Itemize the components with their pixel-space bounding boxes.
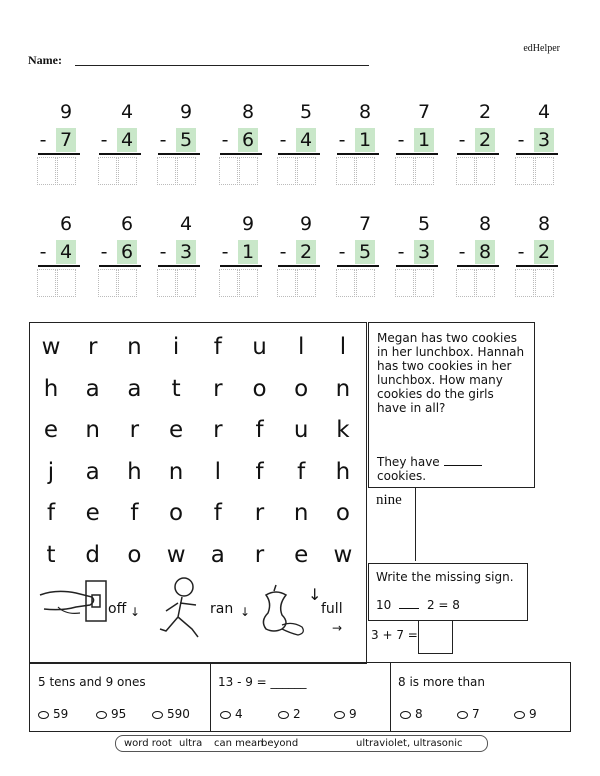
word-search-letter[interactable]: u	[293, 417, 309, 443]
answer-box-ones[interactable]	[57, 157, 76, 185]
word-problem-answer: They have cookies.	[377, 455, 527, 483]
answer-line	[457, 265, 499, 267]
subtrahend: 4	[296, 128, 316, 152]
number-word-cell	[368, 487, 416, 561]
answer-box-ones[interactable]	[118, 157, 137, 185]
question-text: 13 - 9 = ______	[218, 675, 307, 689]
word-root-meaning: beyond	[261, 738, 299, 749]
word-search-letter[interactable]: l	[297, 334, 305, 360]
answer-line	[99, 153, 141, 155]
answer-box-ones[interactable]	[415, 157, 434, 185]
answer-line	[99, 265, 141, 267]
word-search-letter[interactable]: e	[294, 541, 309, 568]
answer-box-tens[interactable]	[277, 157, 296, 185]
minus-sign: -	[100, 129, 108, 151]
word-search-letter[interactable]: l	[339, 334, 347, 360]
answer-box-ones[interactable]	[415, 269, 434, 297]
word-search-letter[interactable]: l	[214, 458, 221, 485]
answer-line	[158, 265, 200, 267]
answer-box-tens[interactable]	[37, 157, 56, 185]
word-search-letter[interactable]: t	[171, 375, 181, 402]
word-search-letter[interactable]: o	[169, 500, 184, 526]
radio-bubble[interactable]	[334, 711, 345, 719]
answer-box-ones[interactable]	[476, 157, 495, 185]
minuend: 7	[358, 213, 372, 235]
option[interactable]: 9	[334, 707, 357, 721]
answer-box-tens[interactable]	[336, 157, 355, 185]
word-search-letter[interactable]: n	[293, 500, 309, 526]
radio-bubble[interactable]	[38, 711, 49, 719]
minus-sign: -	[517, 129, 525, 151]
answer-box-ones[interactable]	[297, 269, 316, 297]
word-search-letter[interactable]: o	[335, 500, 350, 526]
word-root: ultra	[179, 738, 203, 749]
subtrahend: 7	[56, 128, 76, 152]
word-search-letter[interactable]: h	[43, 375, 59, 402]
answer-box-tens[interactable]	[219, 269, 238, 297]
minus-sign: -	[458, 241, 466, 263]
subtrahend: 2	[534, 240, 554, 264]
answer-line	[516, 153, 558, 155]
minus-sign: -	[279, 241, 287, 263]
answer-line	[38, 153, 80, 155]
word-search-letter[interactable]: f	[213, 334, 222, 360]
answer-box-ones[interactable]	[535, 269, 554, 297]
word-search-letter[interactable]: f	[213, 500, 222, 526]
radio-bubble[interactable]	[152, 711, 163, 719]
word-search-letter[interactable]: r	[254, 541, 265, 568]
answer-box-tens[interactable]	[157, 157, 176, 185]
minuend: 2	[478, 101, 492, 123]
minuend: 8	[358, 101, 372, 123]
subtrahend: 3	[534, 128, 554, 152]
question-subtraction	[210, 663, 391, 731]
bottom-questions	[29, 662, 571, 732]
word-search-letter[interactable]: r	[87, 334, 98, 360]
answer-line	[457, 153, 499, 155]
minuend: 6	[120, 213, 134, 235]
word-root-middle: can mean	[214, 738, 264, 749]
word-search-letter[interactable]: u	[252, 334, 267, 360]
option[interactable]: 59	[38, 707, 68, 721]
compare-equation: 3 + 7 =	[371, 628, 418, 642]
question-more-than	[390, 663, 570, 731]
radio-bubble[interactable]	[400, 711, 411, 719]
answer-box-tens[interactable]	[157, 269, 176, 297]
subtrahend: 3	[176, 240, 196, 264]
minus-sign: -	[159, 129, 167, 151]
question-place-value	[30, 663, 211, 731]
word-search-letter[interactable]: n	[85, 417, 100, 443]
word-search-letter[interactable]: o	[294, 375, 309, 402]
answer-box-ones[interactable]	[297, 157, 316, 185]
subtrahend: 6	[117, 240, 137, 264]
subtrahend: 4	[56, 240, 76, 264]
word-search-letter[interactable]: f	[255, 417, 264, 443]
answer-box-tens[interactable]	[219, 157, 238, 185]
answer-box-tens[interactable]	[37, 269, 56, 297]
answer-line	[396, 153, 438, 155]
answer-box-ones[interactable]	[356, 157, 375, 185]
word-search-letter[interactable]: w	[166, 541, 186, 568]
missing-sign-equation: 10 2 = 8	[376, 598, 460, 612]
light-switch-icon	[36, 575, 110, 633]
minuend: 4	[120, 101, 134, 123]
word-search-letter[interactable]: i	[172, 334, 180, 360]
answer-box-ones[interactable]	[177, 269, 196, 297]
answer-box-ones[interactable]	[356, 269, 375, 297]
sign-blank[interactable]	[399, 608, 419, 609]
apple-core-icon	[252, 581, 312, 639]
minuend: 8	[537, 213, 551, 235]
word-search-letter[interactable]: a	[85, 375, 100, 402]
word-search-letter[interactable]: n	[127, 334, 142, 360]
answer-line	[278, 153, 320, 155]
word-root-footer	[115, 735, 488, 752]
word-search-letter[interactable]: n	[335, 375, 351, 402]
word-problem-box	[368, 322, 535, 488]
subtrahend: 6	[238, 128, 258, 152]
radio-bubble[interactable]	[278, 711, 289, 719]
word-root-examples: ultraviolet, ultrasonic	[356, 738, 463, 749]
word-search-letter[interactable]: a	[85, 458, 100, 485]
subtrahend: 5	[355, 240, 375, 264]
answer-box-tens[interactable]	[98, 269, 117, 297]
word-search-letter[interactable]: k	[336, 417, 350, 443]
word-search-letter[interactable]: e	[43, 417, 59, 443]
minus-sign: -	[338, 241, 346, 263]
radio-bubble[interactable]	[220, 711, 231, 719]
subtrahend: 8	[475, 240, 495, 264]
minus-sign: -	[279, 129, 287, 151]
minus-sign: -	[397, 241, 405, 263]
minus-sign: -	[397, 129, 405, 151]
name-line[interactable]	[75, 65, 369, 66]
subtrahend: 2	[475, 128, 495, 152]
answer-box[interactable]	[418, 620, 453, 654]
minuend: 9	[179, 101, 193, 123]
word-search-letter[interactable]: f	[130, 500, 139, 526]
answer-box-ones[interactable]	[177, 157, 196, 185]
clue-ran: ran	[210, 601, 234, 617]
word-search-letter[interactable]: r	[254, 500, 265, 526]
word-search-letter[interactable]: j	[47, 458, 55, 485]
answer-line	[278, 265, 320, 267]
word-search-letter[interactable]: o	[252, 375, 267, 402]
option[interactable]: 95	[96, 707, 126, 721]
answer-box-tens[interactable]	[336, 269, 355, 297]
answer-line	[337, 153, 379, 155]
minus-sign: -	[39, 129, 47, 151]
answer-box-ones[interactable]	[239, 269, 258, 297]
minus-sign: -	[338, 129, 346, 151]
brand-label: edHelper	[523, 43, 560, 54]
answer-box-tens[interactable]	[395, 157, 414, 185]
answer-blank[interactable]	[444, 465, 482, 466]
answer-line	[516, 265, 558, 267]
minus-sign: -	[221, 129, 229, 151]
answer-box-tens[interactable]	[456, 269, 475, 297]
minuend: 4	[179, 213, 193, 235]
minus-sign: -	[39, 241, 47, 263]
down-arrow-icon: ↓	[240, 605, 251, 619]
question-text: 8 is more than	[398, 675, 486, 689]
answer-box-ones[interactable]	[118, 269, 137, 297]
word-search-letter[interactable]: r	[213, 375, 223, 402]
number-word: nine	[376, 492, 402, 508]
answer-line	[220, 265, 262, 267]
down-arrow-icon: ↓	[130, 605, 141, 619]
word-search-letter[interactable]: e	[169, 417, 184, 443]
answer-box-tens[interactable]	[395, 269, 414, 297]
minuend: 5	[299, 101, 313, 123]
radio-bubble[interactable]	[457, 711, 468, 719]
minus-sign: -	[159, 241, 167, 263]
word-search-letter[interactable]: a	[210, 541, 225, 568]
word-search-letter[interactable]: f	[46, 500, 56, 526]
answer-box-ones[interactable]	[476, 269, 495, 297]
answer-line	[396, 265, 438, 267]
subtrahend: 1	[238, 240, 258, 264]
missing-sign-prompt: Write the missing sign.	[376, 570, 514, 584]
word-search	[29, 322, 367, 664]
radio-bubble[interactable]	[96, 711, 107, 719]
subtrahend: 5	[176, 128, 196, 152]
word-search-letter[interactable]: t	[46, 541, 56, 568]
word-search-letter[interactable]: w	[333, 541, 353, 568]
option[interactable]: 7	[457, 707, 480, 721]
name-label: Name:	[28, 53, 62, 67]
word-problem-text: Megan has two cookies in her lunchbox. Hannah has two cookies in her lunchbox. How many cookies do the girls have in all?	[377, 331, 525, 415]
minus-sign: -	[221, 241, 229, 263]
answer-box-tens[interactable]	[277, 269, 296, 297]
word-search-letter[interactable]: d	[85, 541, 100, 568]
subtrahend: 2	[296, 240, 316, 264]
answer-line	[158, 153, 200, 155]
minuend: 4	[537, 101, 551, 123]
subtrahend: 1	[355, 128, 375, 152]
answer-box-ones[interactable]	[57, 269, 76, 297]
right-arrow-icon: →	[332, 621, 343, 635]
minus-sign: -	[458, 129, 466, 151]
option[interactable]: 590	[152, 707, 190, 721]
word-search-letter[interactable]: f	[255, 458, 264, 485]
minus-sign: -	[100, 241, 108, 263]
minuend: 8	[241, 101, 255, 123]
clue-off: off	[108, 601, 127, 617]
answer-box-ones[interactable]	[535, 157, 554, 185]
subtrahend: 4	[117, 128, 137, 152]
minuend: 5	[417, 213, 431, 235]
down-arrow-icon: ↓	[308, 585, 322, 604]
word-search-letter[interactable]: w	[41, 334, 61, 360]
answer-box-tens[interactable]	[515, 157, 534, 185]
minuend: 9	[241, 213, 255, 235]
option[interactable]: 8	[400, 707, 423, 721]
word-search-letter[interactable]: r	[213, 417, 223, 443]
answer-line	[220, 153, 262, 155]
answer-line	[337, 265, 379, 267]
option[interactable]: 9	[514, 707, 537, 721]
clue-full: full	[321, 601, 343, 617]
minuend: 8	[478, 213, 492, 235]
word-search-letter[interactable]: n	[168, 458, 184, 485]
minus-sign: -	[517, 241, 525, 263]
answer-box-tens[interactable]	[98, 157, 117, 185]
word-search-letter[interactable]: f	[297, 458, 306, 485]
running-boy-icon	[152, 575, 212, 641]
radio-bubble[interactable]	[514, 711, 525, 719]
word-search-letter[interactable]: e	[85, 500, 100, 526]
answer-box-ones[interactable]	[239, 157, 258, 185]
word-search-letter[interactable]: h	[335, 458, 351, 485]
option[interactable]: 4	[220, 707, 243, 721]
missing-sign-box	[368, 563, 528, 621]
answer-box-tens[interactable]	[456, 157, 475, 185]
word-search-letter[interactable]: h	[127, 458, 142, 485]
minuend: 9	[59, 101, 73, 123]
minuend: 9	[299, 213, 313, 235]
minuend: 6	[59, 213, 73, 235]
minuend: 7	[417, 101, 431, 123]
option[interactable]: 2	[278, 707, 301, 721]
answer-box-tens[interactable]	[515, 269, 534, 297]
word-search-letter[interactable]: a	[127, 375, 142, 402]
subtrahend: 1	[414, 128, 434, 152]
word-search-letter[interactable]: o	[127, 541, 142, 568]
subtrahend: 3	[414, 240, 434, 264]
answer-line	[38, 265, 80, 267]
question-text: 5 tens and 9 ones	[38, 675, 146, 689]
word-search-letter[interactable]: r	[129, 417, 140, 443]
word-root-prefix: word root	[124, 738, 172, 749]
